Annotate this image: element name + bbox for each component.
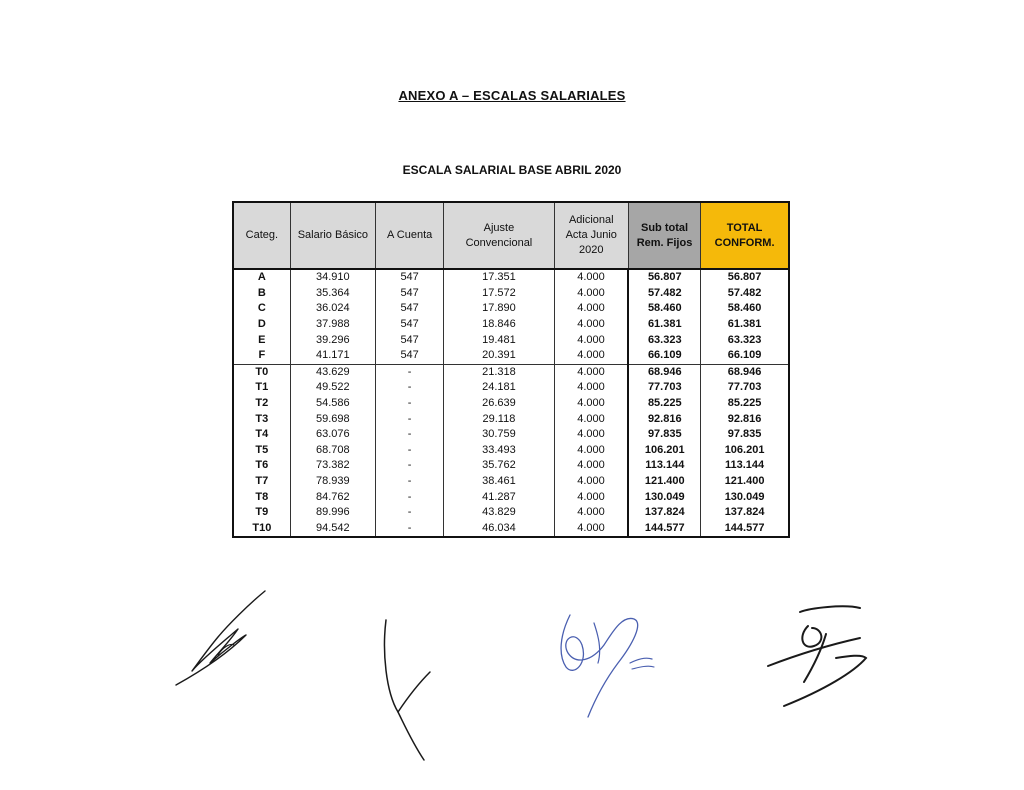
cell-total: 61.381 <box>701 317 789 333</box>
cell-adicional: 4.000 <box>554 348 628 364</box>
header-adicional: Adicional Acta Junio 2020 <box>554 202 628 269</box>
table-row <box>233 474 789 490</box>
cell-a-cuenta: - <box>376 380 444 396</box>
cell-categ: T7 <box>233 474 290 490</box>
header-total: TOTAL CONFORM. <box>701 202 789 269</box>
cell-a-cuenta: 547 <box>376 269 444 286</box>
cell-ajuste: 43.829 <box>444 505 554 521</box>
cell-salario-basico: 39.296 <box>290 332 375 348</box>
cell-ajuste: 26.639 <box>444 396 554 412</box>
cell-salario-basico: 34.910 <box>290 269 375 286</box>
cell-a-cuenta: - <box>376 396 444 412</box>
cell-total: 137.824 <box>701 505 789 521</box>
cell-adicional: 4.000 <box>554 443 628 459</box>
cell-a-cuenta: 547 <box>376 301 444 317</box>
cell-salario-basico: 54.586 <box>290 396 375 412</box>
cell-subtotal: 106.201 <box>628 443 700 459</box>
cell-salario-basico: 89.996 <box>290 505 375 521</box>
cell-ajuste: 17.890 <box>444 301 554 317</box>
cell-total: 144.577 <box>701 521 789 538</box>
header-ajuste-convencional: Ajuste Convencional <box>444 202 554 269</box>
cell-a-cuenta: - <box>376 489 444 505</box>
header-a-cuenta: A Cuenta <box>376 202 444 269</box>
table-row <box>233 458 789 474</box>
cell-categ: E <box>233 332 290 348</box>
cell-a-cuenta: - <box>376 443 444 459</box>
cell-categ: T0 <box>233 364 290 380</box>
cell-ajuste: 18.846 <box>444 317 554 333</box>
cell-categ: T9 <box>233 505 290 521</box>
cell-ajuste: 19.481 <box>444 332 554 348</box>
cell-salario-basico: 73.382 <box>290 458 375 474</box>
cell-salario-basico: 35.364 <box>290 286 375 302</box>
cell-adicional: 4.000 <box>554 458 628 474</box>
cell-subtotal: 144.577 <box>628 521 700 538</box>
cell-categ: T1 <box>233 380 290 396</box>
cell-total: 66.109 <box>701 348 789 364</box>
cell-categ: T10 <box>233 521 290 538</box>
table-row <box>233 380 789 396</box>
table-row <box>233 443 789 459</box>
cell-subtotal: 66.109 <box>628 348 700 364</box>
header-salario-basico: Salario Básico <box>290 202 375 269</box>
signature-4-icon <box>764 598 874 713</box>
cell-total: 97.835 <box>701 427 789 443</box>
cell-adicional: 4.000 <box>554 301 628 317</box>
cell-adicional: 4.000 <box>554 474 628 490</box>
cell-a-cuenta: - <box>376 427 444 443</box>
table-header-row <box>233 202 789 269</box>
cell-salario-basico: 43.629 <box>290 364 375 380</box>
cell-a-cuenta: - <box>376 458 444 474</box>
cell-total: 58.460 <box>701 301 789 317</box>
cell-ajuste: 21.318 <box>444 364 554 380</box>
cell-adicional: 4.000 <box>554 521 628 538</box>
cell-categ: B <box>233 286 290 302</box>
cell-subtotal: 92.816 <box>628 411 700 427</box>
cell-ajuste: 20.391 <box>444 348 554 364</box>
cell-ajuste: 17.351 <box>444 269 554 286</box>
cell-adicional: 4.000 <box>554 396 628 412</box>
cell-subtotal: 113.144 <box>628 458 700 474</box>
cell-categ: D <box>233 317 290 333</box>
table-row <box>233 286 789 302</box>
cell-salario-basico: 49.522 <box>290 380 375 396</box>
signature-3-icon <box>548 605 668 725</box>
cell-categ: C <box>233 301 290 317</box>
cell-categ: T2 <box>233 396 290 412</box>
cell-ajuste: 17.572 <box>444 286 554 302</box>
cell-a-cuenta: 547 <box>376 332 444 348</box>
cell-categ: T5 <box>233 443 290 459</box>
document-title: ANEXO A – ESCALAS SALARIALES <box>398 88 626 103</box>
table-caption: ESCALA SALARIAL BASE ABRIL 2020 <box>402 163 622 177</box>
table-row <box>233 505 789 521</box>
cell-categ: F <box>233 348 290 364</box>
table-row <box>233 364 789 380</box>
cell-ajuste: 41.287 <box>444 489 554 505</box>
header-subtotal: Sub total Rem. Fijos <box>628 202 700 269</box>
cell-total: 130.049 <box>701 489 789 505</box>
cell-categ: A <box>233 269 290 286</box>
cell-adicional: 4.000 <box>554 489 628 505</box>
cell-total: 121.400 <box>701 474 789 490</box>
cell-total: 92.816 <box>701 411 789 427</box>
cell-a-cuenta: 547 <box>376 286 444 302</box>
cell-subtotal: 57.482 <box>628 286 700 302</box>
cell-a-cuenta: - <box>376 521 444 538</box>
cell-adicional: 4.000 <box>554 427 628 443</box>
cell-total: 106.201 <box>701 443 789 459</box>
cell-adicional: 4.000 <box>554 332 628 348</box>
cell-subtotal: 137.824 <box>628 505 700 521</box>
cell-ajuste: 33.493 <box>444 443 554 459</box>
cell-salario-basico: 78.939 <box>290 474 375 490</box>
salary-scale-table <box>232 201 790 538</box>
cell-subtotal: 56.807 <box>628 269 700 286</box>
table-row <box>233 489 789 505</box>
table-row <box>233 301 789 317</box>
cell-subtotal: 121.400 <box>628 474 700 490</box>
cell-adicional: 4.000 <box>554 364 628 380</box>
cell-total: 85.225 <box>701 396 789 412</box>
cell-total: 68.946 <box>701 364 789 380</box>
cell-categ: T3 <box>233 411 290 427</box>
cell-ajuste: 46.034 <box>444 521 554 538</box>
cell-adicional: 4.000 <box>554 411 628 427</box>
cell-subtotal: 97.835 <box>628 427 700 443</box>
cell-categ: T6 <box>233 458 290 474</box>
cell-subtotal: 68.946 <box>628 364 700 380</box>
table-row <box>233 411 789 427</box>
cell-categ: T8 <box>233 489 290 505</box>
cell-ajuste: 35.762 <box>444 458 554 474</box>
cell-salario-basico: 94.542 <box>290 521 375 538</box>
cell-ajuste: 24.181 <box>444 380 554 396</box>
cell-total: 77.703 <box>701 380 789 396</box>
cell-a-cuenta: 547 <box>376 348 444 364</box>
cell-total: 56.807 <box>701 269 789 286</box>
cell-salario-basico: 36.024 <box>290 301 375 317</box>
cell-a-cuenta: - <box>376 411 444 427</box>
cell-adicional: 4.000 <box>554 317 628 333</box>
cell-a-cuenta: - <box>376 505 444 521</box>
cell-a-cuenta: - <box>376 474 444 490</box>
cell-total: 57.482 <box>701 286 789 302</box>
table-row <box>233 396 789 412</box>
cell-categ: T4 <box>233 427 290 443</box>
cell-subtotal: 63.323 <box>628 332 700 348</box>
cell-adicional: 4.000 <box>554 505 628 521</box>
table-row <box>233 521 789 538</box>
cell-salario-basico: 37.988 <box>290 317 375 333</box>
table-body <box>233 269 789 537</box>
table-row <box>233 348 789 364</box>
cell-subtotal: 58.460 <box>628 301 700 317</box>
table-row <box>233 332 789 348</box>
table-row <box>233 427 789 443</box>
cell-ajuste: 38.461 <box>444 474 554 490</box>
cell-salario-basico: 84.762 <box>290 489 375 505</box>
table-row <box>233 269 789 286</box>
signature-2-icon <box>372 612 442 772</box>
cell-total: 113.144 <box>701 458 789 474</box>
cell-adicional: 4.000 <box>554 269 628 286</box>
cell-adicional: 4.000 <box>554 286 628 302</box>
cell-subtotal: 77.703 <box>628 380 700 396</box>
table-row <box>233 317 789 333</box>
header-categ: Categ. <box>233 202 290 269</box>
cell-subtotal: 85.225 <box>628 396 700 412</box>
cell-salario-basico: 59.698 <box>290 411 375 427</box>
cell-salario-basico: 63.076 <box>290 427 375 443</box>
cell-ajuste: 29.118 <box>444 411 554 427</box>
cell-salario-basico: 68.708 <box>290 443 375 459</box>
cell-subtotal: 130.049 <box>628 489 700 505</box>
cell-subtotal: 61.381 <box>628 317 700 333</box>
cell-ajuste: 30.759 <box>444 427 554 443</box>
signature-1-icon <box>168 585 278 690</box>
cell-salario-basico: 41.171 <box>290 348 375 364</box>
cell-total: 63.323 <box>701 332 789 348</box>
cell-a-cuenta: - <box>376 364 444 380</box>
cell-adicional: 4.000 <box>554 380 628 396</box>
cell-a-cuenta: 547 <box>376 317 444 333</box>
